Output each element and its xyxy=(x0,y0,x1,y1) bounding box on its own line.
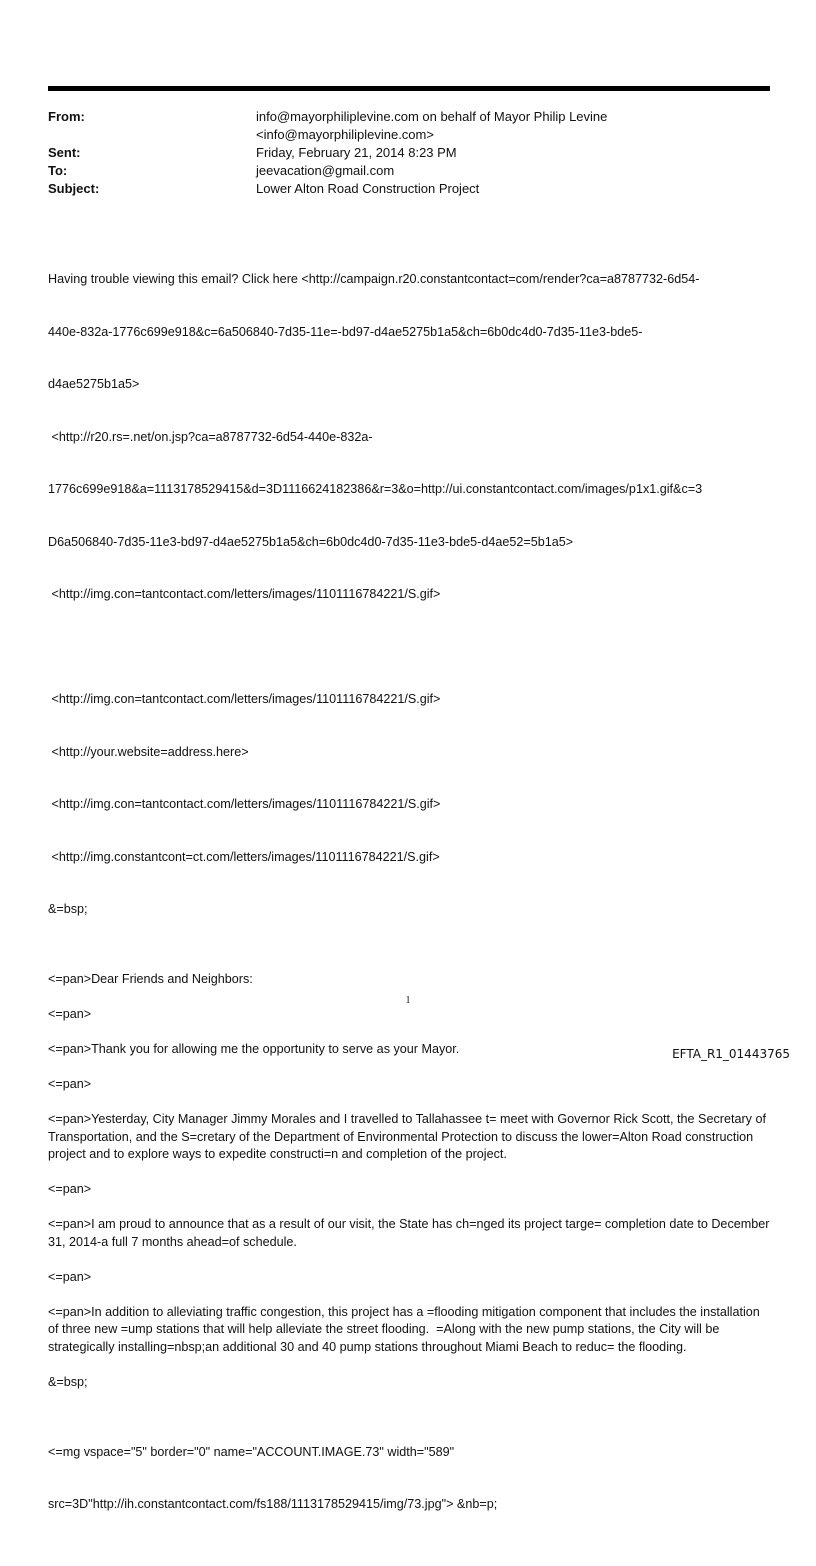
thanks-paragraph: <=pan>Thank you for allowing me the opportunity to serve as your Mayor. xyxy=(48,1042,460,1056)
link-line: <http://img.con=tantcontact.com/letters/images/1101116784221/S.gif> xyxy=(48,587,441,601)
image-tag-line: src=3D"http://ih.constantcontact.com/fs188/1113178529415/img/73.jpg"> &nb=p; xyxy=(48,1497,498,1511)
image-tag-paragraph xyxy=(48,1409,770,1549)
span-paragraph: <=pan> xyxy=(48,1077,92,1091)
span-paragraph: <=pan> xyxy=(48,1269,92,1284)
image-link-line: &=bsp; xyxy=(48,902,88,916)
to-row xyxy=(48,162,770,180)
document-id: EFTA_R1_01443765 xyxy=(672,1047,790,1061)
sent-label: Sent: xyxy=(48,145,81,160)
link-line: D6a506840-7d35-11e3-bd97-d4ae5275b1a5&ch=6b0dc4d0-7d35-11e3-bde5-d4ae52=5b1a5> xyxy=(48,534,574,549)
email-header xyxy=(48,108,770,198)
link-line: d4ae5275b1a5> xyxy=(48,377,140,391)
from-label: From: xyxy=(48,109,85,124)
flooding-paragraph: <=pan>In addition to alleviating traffic congestion, this project has a =flooding mitigation component that includes the installation of three new =ump stations that will help alleviate the street flooding. =Along with the new pump stations, the City will be strategically installing=nbsp;an additional 30 and 40 pump stations throughout Miami Beach to reduc= the flooding. xyxy=(48,1304,764,1354)
image-link-block xyxy=(48,656,770,954)
from-line-2: <info@mayorphiliplevine.com> xyxy=(256,127,434,142)
image-link-line: <http://img.con=tantcontact.com/letters/images/1101116784221/S.gif> xyxy=(48,797,441,811)
image-tag-line: <=mg vspace="5" border="0" name="ACCOUNT.IMAGE.73" width="589" xyxy=(48,1444,455,1459)
link-line: Having trouble viewing this email? Click here <http://campaign.r20.constantcontact=com/render?ca=a8787732-6d54- xyxy=(48,272,700,286)
from-value xyxy=(256,108,770,144)
to-value: jeevacation@gmail.com xyxy=(256,163,395,178)
from-line-1: info@mayorphiliplevine.com on behalf of Mayor Philip Levine xyxy=(256,109,608,124)
from-row xyxy=(48,108,770,144)
sent-value: Friday, February 21, 2014 8:23 PM xyxy=(256,145,457,160)
image-link-line: <http://img.con=tantcontact.com/letters/images/1101116784221/S.gif> xyxy=(48,692,441,706)
span-paragraph: <=pan> xyxy=(48,1007,92,1021)
link-line: 440e-832a-1776c699e918&c=6a506840-7d35-11e=-bd97-d4ae5275b1a5&ch=6b0dc4d0-7d35-11e3-bde5- xyxy=(48,324,643,339)
header-rule xyxy=(48,86,770,91)
sent-row xyxy=(48,144,770,162)
greeting-paragraph: <=pan>Dear Friends and Neighbors: xyxy=(48,972,253,986)
link-block xyxy=(48,236,770,639)
subject-row xyxy=(48,180,770,198)
link-line: <http://r20.rs=.net/on.jsp?ca=a8787732-6d54-440e-832a- xyxy=(48,429,373,444)
image-link-line: <http://img.constantcont=ct.com/letters/images/1101116784221/S.gif> xyxy=(48,849,440,864)
to-label: To: xyxy=(48,163,68,178)
yesterday-paragraph: <=pan>Yesterday, City Manager Jimmy Morales and I travelled to Tallahassee t= meet with Governor Rick Scott, the Secretary of Transportation, and the S=cretary of the Department of Environmental Protection to discuss the lower=Alton Road construction project and to explore ways to expedite constructi=n and completion of the project. xyxy=(48,1112,770,1161)
span-paragraph: <=pan> xyxy=(48,1182,92,1196)
link-line: 1776c699e918&a=1113178529415&d=3D1116624182386&r=3&o=http://ui.constantcontact.com/images/p1x1.gif&c=3 xyxy=(48,482,703,496)
email-body xyxy=(48,236,773,1566)
page-number: 1 xyxy=(405,995,411,1006)
image-link-line: <http://your.website=address.here> xyxy=(48,744,249,759)
subject-value: Lower Alton Road Construction Project xyxy=(256,181,480,196)
announcement-paragraph: <=pan>I am proud to announce that as a result of our visit, the State has ch=nged its project targe= completion date to December 31, 2014-a full 7 months ahead=of schedule. xyxy=(48,1217,773,1249)
subject-label: Subject: xyxy=(48,181,100,196)
nbsp-paragraph: &=bsp; xyxy=(48,1374,88,1389)
